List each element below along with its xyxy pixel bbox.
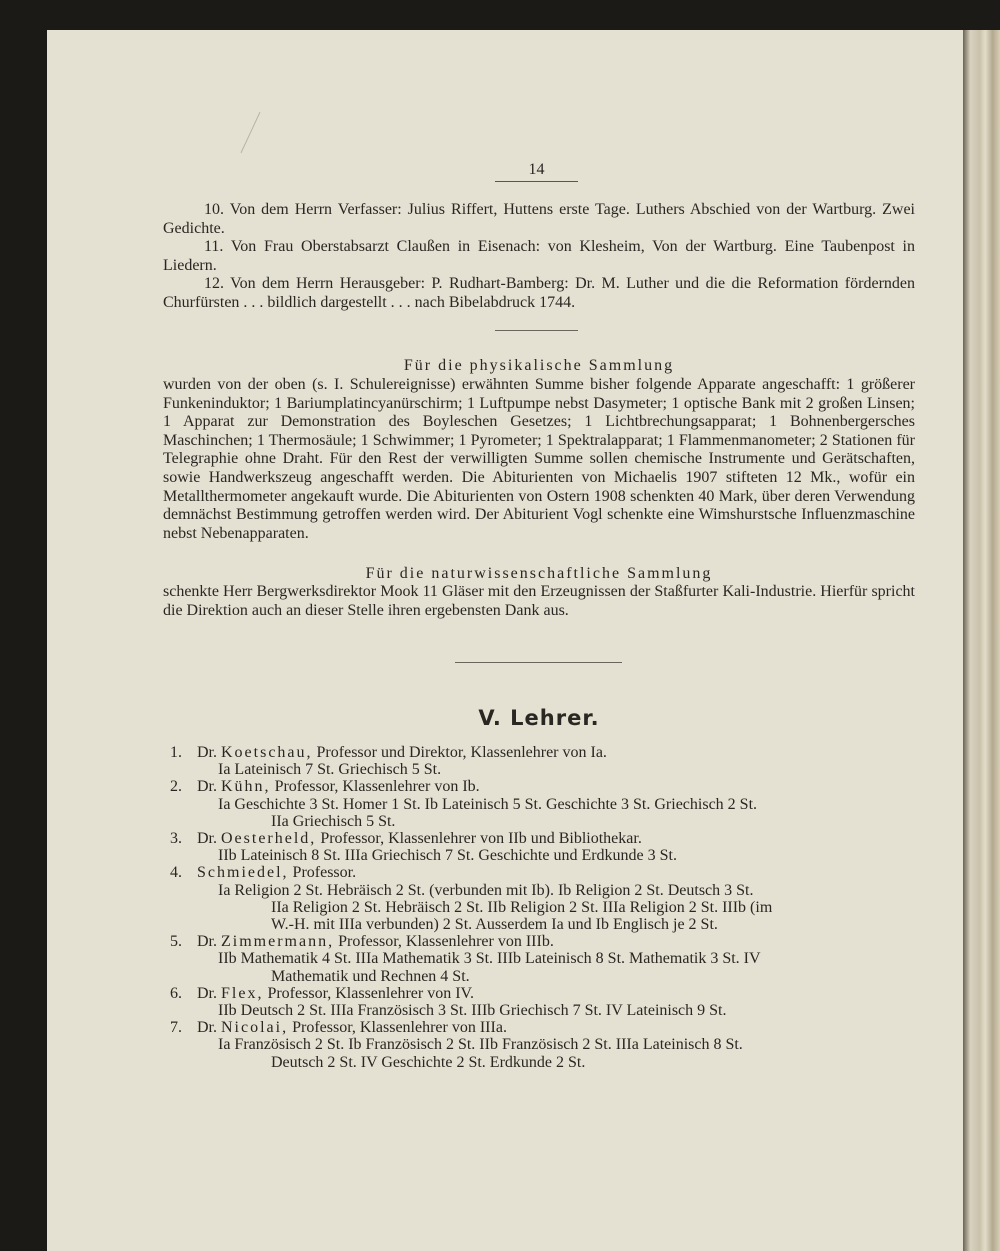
teacher-role: Professor. bbox=[292, 864, 357, 882]
teacher-title: Dr. bbox=[197, 830, 217, 848]
teacher-role: Professor, Klassenlehrer von IIb und Bibliothekar. bbox=[320, 830, 642, 848]
teacher-number: 2. bbox=[170, 778, 182, 796]
teacher-number: 1. bbox=[170, 744, 182, 761]
teacher-lessons: Ia Französisch 2 St. Ib Französisch 2 St. IIb Französisch 2 St. IIIa Lateinisch 8 St. bbox=[218, 1036, 743, 1054]
donations-list bbox=[163, 201, 915, 313]
teacher-lessons: Ia Geschichte 3 St. Homer 1 St. Ib Lateinisch 5 St. Geschichte 3 St. Griechisch 2 St. bbox=[218, 795, 758, 813]
nature-text: schenkte Herr Bergwerksdirektor Mook 11 Gläser mit den Erzeugnissen der Staßfurter Kali-Industrie. Hierfür spricht die Direktion auch an dieser Stelle ihren ergebensten Dank aus. bbox=[163, 583, 915, 619]
teacher-title: Dr. bbox=[197, 1019, 217, 1037]
physics-text: wurden von der oben (s. I. Schulereignisse) erwähnten Summe bisher folgende Apparate angeschafft: 1 größerer Funkeninduktor; 1 Bariumplatincyanürschirm; 1 Luftpumpe nebst Dasymeter; 1 optische Bank mit 2 großen Linsen; 1 Apparat zur Demonstration des Boyleschen Gesetzes; 1 Lichtbrechungsapparat; 1 Bohnenbergersches Maschinchen; 1 Thermosäule; 1 Schwimmer; 1 Pyrometer; 1 Spektralapparat; 1 Flammenmanometer; 2 Stationen für Telegraphie ohne Draht. Für den Rest der verwilligten Summe sollen chemische Instrumente und Gerätschaften, sowie Handwerkszeug angeschafft werden. Die Abiturienten von Michaelis 1907 stifteten 12 Mk., wofür ein Metallthermometer angekauft wurde. Die Abiturienten von Ostern 1908 schenkten 40 Mark, über deren Verwendung demnächst Bestimmung getroffen werden wird. Der Abiturient Vogl schenkte eine Wimshurstsche Influenzmaschine nebst Nebenapparaten. bbox=[163, 376, 915, 542]
donation-item: 11. Von Frau Oberstabsarzt Claußen in Eisenach: von Klesheim, Von der Wartburg. Eine Taubenpost in Liedern. bbox=[163, 238, 915, 274]
teacher-name: Zimmermann, bbox=[221, 933, 335, 951]
teacher-lessons: IIa Religion 2 St. Hebräisch 2 St. IIb Religion 2 St. IIIa Religion 2 St. IIIb (im bbox=[271, 898, 773, 916]
teacher-role: Professor, Klassenlehrer von Ib. bbox=[274, 778, 480, 796]
teacher-role: Professor und Direktor, Klassenlehrer von Ia. bbox=[316, 744, 607, 761]
physics-paragraph bbox=[163, 376, 915, 543]
teacher-title: Dr. bbox=[197, 778, 217, 796]
teacher-name: Koetschau, bbox=[221, 744, 313, 761]
teacher-lessons: IIa Griechisch 5 St. bbox=[271, 812, 396, 830]
teacher-name: Nicolai, bbox=[221, 1019, 289, 1037]
section-separator-rule bbox=[455, 662, 622, 663]
teacher-name: Flex, bbox=[221, 984, 264, 1002]
teacher-entry bbox=[170, 1019, 920, 1071]
teacher-number: 5. bbox=[170, 933, 182, 951]
teacher-lessons: IIb Lateinisch 8 St. IIIa Griechisch 7 St. Geschichte und Erdkunde 3 St. bbox=[218, 847, 677, 865]
teacher-lessons: IIb Deutsch 2 St. IIIa Französisch 3 St. IIIb Griechisch 7 St. IV Lateinisch 9 St. bbox=[218, 1002, 727, 1020]
page-number: 14 bbox=[528, 161, 545, 178]
teachers-list bbox=[170, 744, 920, 1071]
teacher-lessons: Deutsch 2 St. IV Geschichte 2 St. Erdkunde 2 St. bbox=[271, 1053, 586, 1071]
nature-paragraph bbox=[163, 583, 915, 620]
teacher-name: Kühn, bbox=[221, 778, 271, 796]
teacher-entry bbox=[170, 933, 920, 985]
teacher-lessons: IIb Mathematik 4 St. IIIa Mathematik 3 St. IIIb Lateinisch 8 St. Mathematik 3 St. IV bbox=[218, 950, 761, 968]
teacher-role: Professor, Klassenlehrer von IV. bbox=[267, 984, 475, 1002]
teacher-number: 3. bbox=[170, 830, 182, 848]
teacher-entry bbox=[170, 985, 920, 1019]
teacher-number: 6. bbox=[170, 984, 182, 1002]
teacher-lessons: Mathematik und Rechnen 4 St. bbox=[271, 967, 470, 985]
page-number-rule bbox=[495, 181, 578, 182]
teacher-lessons: Ia Religion 2 St. Hebräisch 2 St. (verbunden mit Ib). Ib Religion 2 St. Deutsch 3 St. bbox=[218, 881, 754, 899]
teacher-number: 4. bbox=[170, 864, 182, 882]
teacher-entry bbox=[170, 744, 920, 778]
nature-heading: Für die naturwissenschaftliche Sammlung bbox=[365, 565, 713, 582]
teacher-name: Schmiedel, bbox=[197, 864, 289, 882]
donation-item: 12. Von dem Herrn Herausgeber: P. Rudhart-Bamberg: Dr. M. Luther und die die Reformation fördernden Churfürsten . . . bildlich dargestellt . . . nach Bibelabdruck 1744. bbox=[163, 275, 915, 311]
teacher-title: Dr. bbox=[197, 933, 217, 951]
physics-heading: Für die physikalische Sammlung bbox=[403, 357, 675, 374]
teacher-lessons: W.-H. mit IIIa verbunden) 2 St. Ausserdem Ia und Ib Englisch je 2 St. bbox=[271, 916, 718, 934]
teacher-entry bbox=[170, 830, 920, 864]
teacher-number: 7. bbox=[170, 1019, 182, 1037]
donation-item: 10. Von dem Herrn Verfasser: Julius Riffert, Huttens erste Tage. Luthers Abschied von der Wartburg. Zwei Gedichte. bbox=[163, 201, 915, 237]
teacher-name: Oesterheld, bbox=[221, 830, 317, 848]
separator-rule bbox=[495, 330, 578, 331]
teacher-title: Dr. bbox=[197, 984, 217, 1002]
teacher-entry bbox=[170, 864, 920, 933]
book-page-edges bbox=[963, 30, 1000, 1251]
teacher-lessons: Ia Lateinisch 7 St. Griechisch 5 St. bbox=[218, 761, 442, 779]
teacher-title: Dr. bbox=[197, 744, 217, 761]
teacher-entry bbox=[170, 778, 920, 830]
teacher-role: Professor, Klassenlehrer von IIIa. bbox=[292, 1019, 507, 1037]
teacher-role: Professor, Klassenlehrer von IIIb. bbox=[338, 933, 554, 951]
section-title: V. Lehrer. bbox=[478, 706, 600, 730]
